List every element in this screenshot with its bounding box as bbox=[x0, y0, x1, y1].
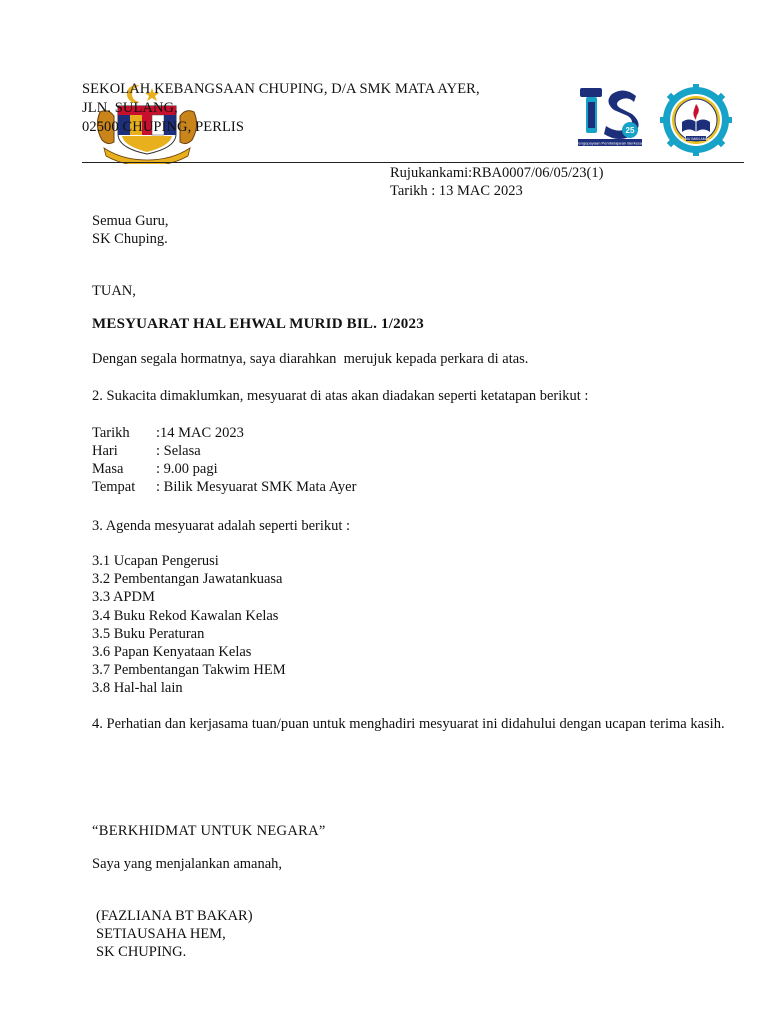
agenda-item: 3.7 Pembentangan Takwim HEM bbox=[92, 662, 286, 679]
agenda-item: 3.2 Pembentangan Jawatankuasa bbox=[92, 571, 283, 588]
agenda-item: 3.1 Ucapan Pengerusi bbox=[92, 553, 219, 569]
paragraph-2: 2. Sukacita dimaklumkan, mesyuarat di atas akan diadakan seperti ketatapan berikut : bbox=[92, 388, 589, 404]
detail-row bbox=[92, 460, 356, 478]
agenda-item: 3.3 APDM bbox=[92, 589, 155, 606]
signatory-school: SK CHUPING. bbox=[96, 944, 187, 960]
reference-number: Rujukankami:RBA0007/06/05/23(1) bbox=[390, 165, 604, 181]
detail-value: : Bilik Mesyuarat SMK Mata Ayer bbox=[156, 479, 357, 495]
agenda-item: 3.8 Hal-hal lain bbox=[92, 680, 183, 697]
signatory-name: (FAZLIANA BT BAKAR) bbox=[96, 908, 253, 924]
paragraph-3: 3. Agenda mesyuarat adalah seperti berikut : bbox=[92, 518, 351, 534]
svg-text:25: 25 bbox=[625, 126, 635, 135]
detail-label: Masa bbox=[92, 461, 124, 477]
agenda-item: 3.4 Buku Rekod Kawalan Kelas bbox=[92, 607, 279, 624]
school-address bbox=[82, 80, 480, 137]
salutation: TUAN, bbox=[92, 283, 136, 299]
motto: “BERKHIDMAT UNTUK NEGARA” bbox=[92, 823, 326, 839]
logo-caption: Pengupayaan Pembelajaran Berkesan bbox=[576, 140, 644, 146]
letter-date: Tarikh : 13 MAC 2023 bbox=[390, 183, 523, 199]
recipient-block bbox=[92, 212, 169, 248]
detail-label: Tempat bbox=[92, 479, 136, 495]
detail-value: : 9.00 pagi bbox=[156, 461, 218, 477]
signatory-title: SETIAUSAHA HEM, bbox=[96, 926, 226, 942]
header-divider bbox=[82, 162, 744, 163]
address-line: SEKOLAH KEBANGSAAN CHUPING, D/A SMK MATA AYER, bbox=[82, 81, 480, 97]
detail-row bbox=[92, 442, 356, 460]
agenda-item: 3.5 Buku Peraturan bbox=[92, 625, 205, 642]
meeting-details bbox=[92, 424, 356, 496]
paragraph-4: 4. Perhatian dan kerjasama tuan/puan untuk menghadiri mesyuarat ini didahului dengan ucapan terima kasih. bbox=[92, 716, 725, 732]
agenda-item: 3.6 Papan Kenyataan Kelas bbox=[92, 644, 252, 661]
reference-block bbox=[390, 164, 603, 200]
signature-block bbox=[96, 907, 253, 961]
ts25-logo-icon bbox=[576, 84, 644, 148]
address-line: JLN. SULANG, bbox=[82, 100, 178, 116]
detail-row bbox=[92, 478, 356, 496]
detail-row bbox=[92, 424, 356, 442]
recipient-line: SK Chuping. bbox=[92, 231, 168, 247]
detail-label: Hari bbox=[92, 443, 118, 459]
detail-value: : Selasa bbox=[156, 443, 201, 459]
agenda-list bbox=[92, 552, 286, 698]
letter-subject: MESYUARAT HAL EHWAL MURID BIL. 1/2023 bbox=[92, 316, 424, 332]
intro-paragraph: Dengan segala hormatnya, saya diarahkan merujuk kepada perkara di atas. bbox=[92, 351, 529, 367]
school-badge-icon bbox=[648, 84, 744, 156]
recipient-line: Semua Guru, bbox=[92, 213, 169, 229]
closing-line: Saya yang menjalankan amanah, bbox=[92, 856, 283, 872]
badge-motto: ILMU IMAN AMAL bbox=[682, 136, 710, 141]
detail-value: :14 MAC 2023 bbox=[156, 425, 244, 441]
detail-label: Tarikh bbox=[92, 425, 130, 441]
address-line: 02500 CHUPING, PERLIS bbox=[82, 119, 245, 135]
